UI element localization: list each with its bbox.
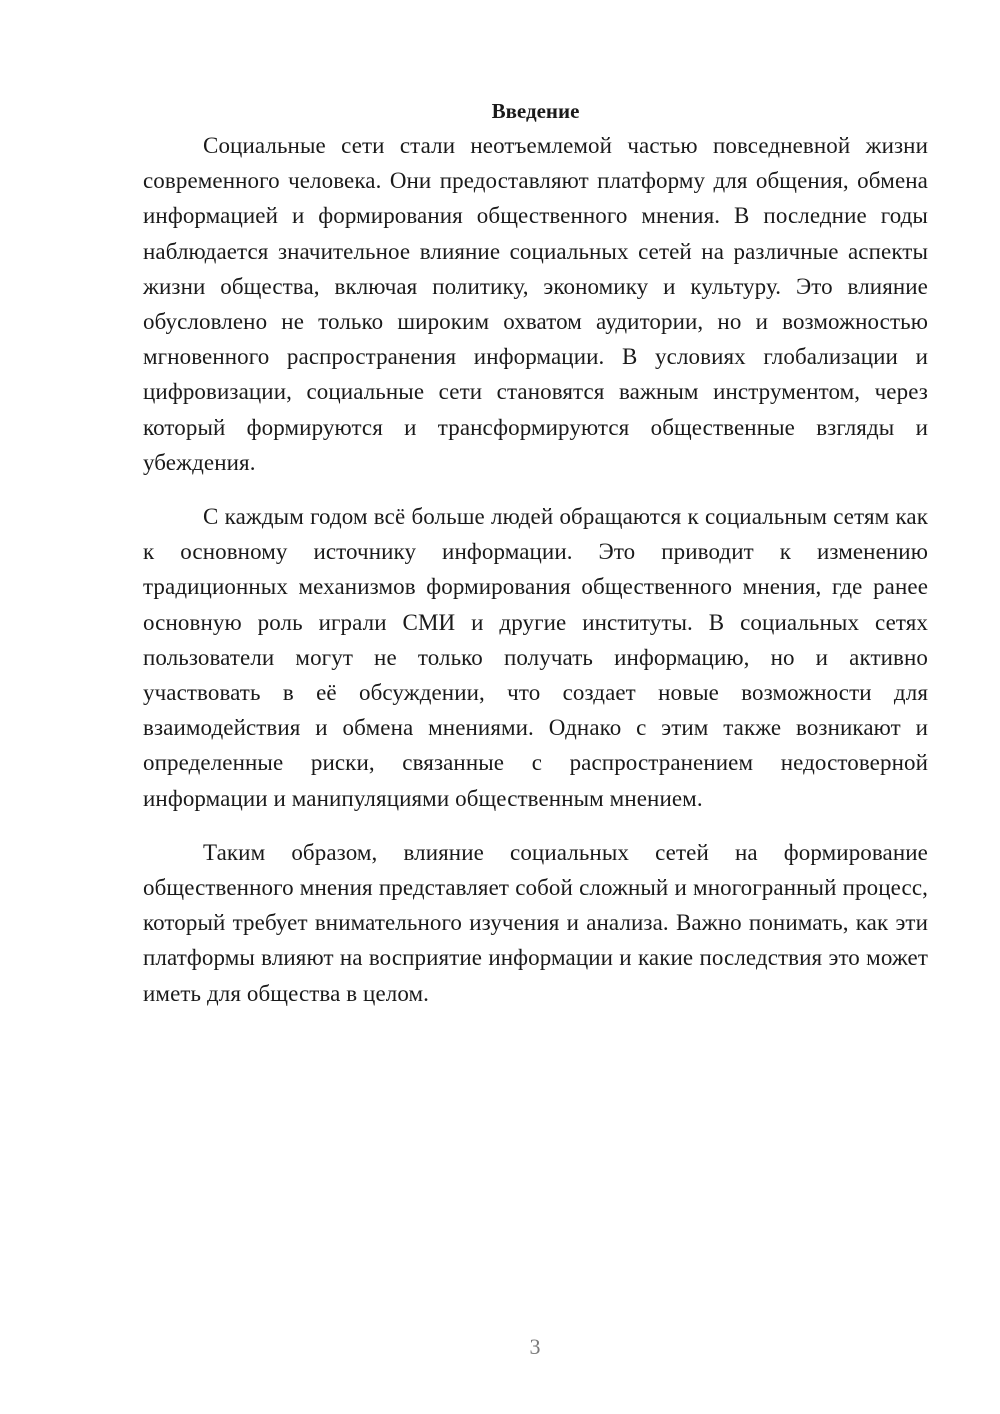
- paragraph-conclusion: Таким образом, влияние социальных сетей на формирование общественного мнения представляет собой сложный и многогранный процесс, который требует внимательного изучения и анализа. Важно понимать, как эти платформы влияют на восприятие информации и какие последствия это может иметь для общества в целом.: [143, 839, 928, 1006]
- page-number: 3: [529, 1334, 541, 1359]
- page-title: Введение: [491, 99, 580, 123]
- page-content: [143, 94, 928, 1011]
- paragraph-information-sources: С каждым годом всё больше людей обращаются к социальным сетям как к основному источнику информации. Это приводит к изменению традиционных механизмов формирования общественного мнения, где ранее основную роль играли СМИ и другие институты. В социальных сетях пользователи могут не только получать информацию, но и активно участвовать в её обсуждении, что создает новые возможности для взаимодействия и обмена мнениями. Однако с этим также возникают и определенные риски, связанные с распространением недостоверной информации и манипуляциями общественным мнением.: [143, 504, 928, 811]
- paragraph-intro: Социальные сети стали неотъемлемой частью повседневной жизни современного человека. Они предоставляют платформу для общения, обмена информацией и формирования общественного мнения. В последние годы наблюдается значительное влияние социальных сетей на различные аспекты жизни общества, включая политику, экономику и культуру. Это влияние обусловлено не только широким охватом аудитории, но и возможностью мгновенного распространения информации. В условиях глобализации и цифровизации, социальные сети становятся важным инструментом, через который формируются и трансформируются общественные взгляды и убеждения.: [143, 133, 928, 475]
